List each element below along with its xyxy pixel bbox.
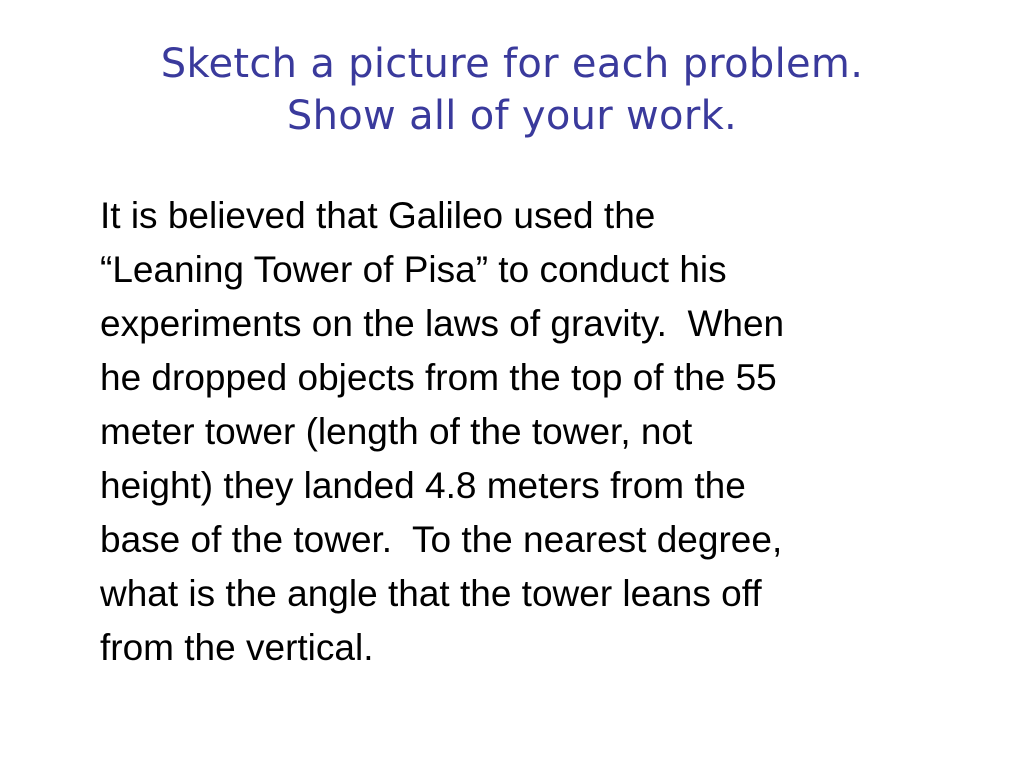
problem-line-5: meter tower (length of the tower, not [100,411,693,452]
problem-line-6: height) they landed 4.8 meters from the [100,465,746,506]
title-line-1: Sketch a picture for each problem. [160,41,864,87]
problem-line-1: It is believed that Galileo used the [100,195,656,236]
problem-line-3: experiments on the laws of gravity. When [100,303,785,344]
problem-line-7: base of the tower. To the nearest degree, [100,519,783,560]
problem-text [100,189,980,675]
slide-title [40,38,984,142]
title-line-2: Show all of your work. [286,93,738,139]
problem-line-9: from the vertical. [100,627,374,668]
problem-line-4: he dropped objects from the top of the 55 [100,357,777,398]
problem-line-2: “Leaning Tower of Pisa” to conduct his [100,249,727,290]
problem-line-8: what is the angle that the tower leans off [100,573,762,614]
